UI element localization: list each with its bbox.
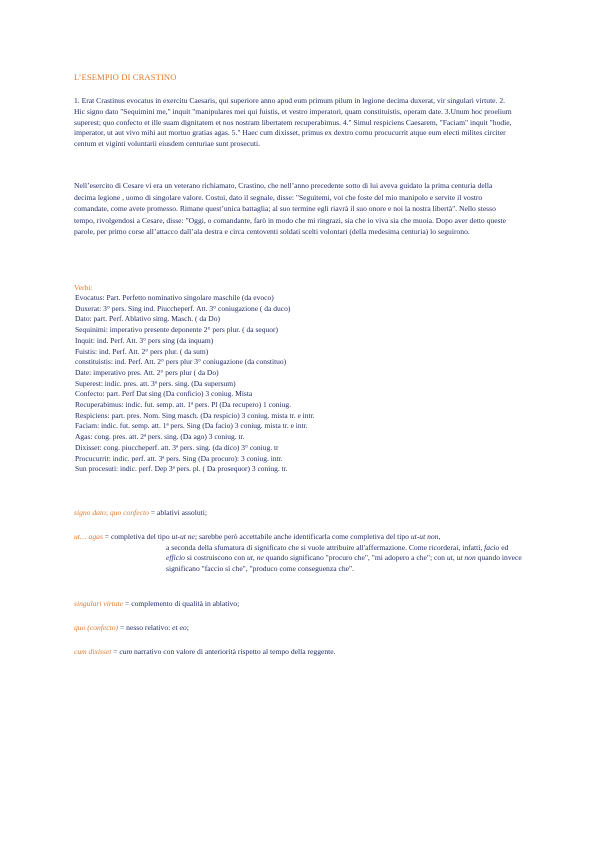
italian-translation: Nell’esercito di Cesare vi era un veterano richiamato, Crastino, che nell’anno precedente sotto di lui aveva guidato la prima centuria della decima legione , uomo di singolare valore. Costui, dato il segnale, disse: "Seguitemi, voi che foste del mio manipolo e servite il vostro comandate, come avete promesso. Rimane quest’unica battaglia; al suo termine egli riavrà il suo onore e noi la nostra libertà". Nello stesso tempo, rivolgendosi a Cesare, disse: "Oggi, o comandante, farò in modo che mi ringrazi, sia che io viva sia che muoia. Dopo aver detto queste parole, per primo corse all’attacco dall’ala destra e circa centoventi soldati scelti volontari (della medesima centuria) lo seguirono. xyxy=(74,181,507,237)
note-italic: facio xyxy=(484,542,500,552)
note-term: singulari virtute xyxy=(74,599,124,608)
note-italic: ut-ut ne xyxy=(171,532,195,541)
note-definition: quando significano "procuro che", "mi adopero a che"; con xyxy=(263,553,447,563)
verb-item: Agas: cong. pres. att. 2ª pers. sing. (Da ago) 3 coniug. tr. xyxy=(75,432,245,442)
note-completiva xyxy=(74,532,524,574)
note-definition: , xyxy=(438,532,441,541)
verb-item: Date: imperativo pres. Att. 2° pers plur ( da Do) xyxy=(75,367,219,377)
verb-item: Duxerat: 3° pers. Sing ind. Piuccheperf. Att. 3° coniugazione ( da duco) xyxy=(75,303,291,313)
note-cum-narrativo xyxy=(74,647,524,658)
note-definition: ed xyxy=(499,542,509,552)
verb-item: Confecto: part. Perf Dat sing (Da conficio) 3 coniug. Mista xyxy=(75,389,253,399)
note-continuation xyxy=(74,543,524,575)
note-definition: = xyxy=(111,647,120,656)
note-definition: quando invece significano "faccio sì che", "produco come conseguenza che". xyxy=(166,553,522,573)
verb-item: Dato: part. Perf. Ablativo simg. Masch. ( da Do) xyxy=(75,314,220,324)
note-term: signo dato xyxy=(74,508,106,517)
note-definition: = completiva del tipo xyxy=(102,532,172,541)
note-separator: ; xyxy=(105,508,110,517)
verb-item: Recuperabimus: indic. fut. semp. att. 1ª pers. Pl (Da recupero) 1 coniug. xyxy=(75,400,291,410)
page-title: L’ESEMPIO DI CRASTINO xyxy=(74,72,177,82)
verb-item: Sun procesuti: indic. perf. Dep 3ª pers. pl. ( Da prosequor) 3 coniug. tr. xyxy=(75,464,288,474)
note-italic: ut, ne xyxy=(247,553,264,563)
verb-item: Respiciens: part. pres. Nom. Sing masch. (Da respicio) 3 coniug. mista tr. e intr. xyxy=(75,410,315,420)
note-term: quo confecto xyxy=(109,508,149,517)
note-italic: ut, ut non xyxy=(446,553,476,563)
note-italic: cum xyxy=(119,647,133,656)
note-definition: narrativo con valore di anteriorità rispetto al tempo della reggente. xyxy=(132,647,336,656)
note-definition: = nesso relativo: xyxy=(118,623,173,632)
note-term: cum dixisset xyxy=(74,647,112,656)
verb-item: Dixisset: cong. piuccheperf. att. 3ª pers. sing. (da dico) 3° coniug. tr xyxy=(75,442,279,452)
verb-item: Fuistis: ind. Perf. Att. 2° pers plur. ( da sum) xyxy=(75,346,209,356)
note-ablativi-assoluti xyxy=(74,508,524,519)
verb-item: Sequinimi: imperativo presente deponente 2° pers plur. ( da sequor) xyxy=(75,325,278,335)
verb-item: constituistis: ind. Perf. Att. 2° pers plur 3° coniugazione (da constituo) xyxy=(75,357,287,367)
note-definition: si costruiscono con xyxy=(184,553,247,563)
verbi-heading: Verbi: xyxy=(74,283,93,292)
note-italic: et eo xyxy=(172,623,187,632)
note-definition: ; sarebbe però accettabile anche identificarla come completiva del tipo xyxy=(194,532,411,541)
note-definition: ; xyxy=(186,623,189,632)
note-definition: = complemento di qualità in ablativo; xyxy=(123,599,240,608)
note-term: ut… agas xyxy=(74,532,103,541)
note-first-line xyxy=(74,532,524,543)
note-italic: efficio xyxy=(166,553,185,563)
note-nesso-relativo xyxy=(74,623,524,634)
latin-text: 1. Erat Crastinus evocatus in exercitu Caesaris, qui superiore anno apud eum primum pilum in legione decima duxerat, vir singulari virtute. 2. Hic signo dato "Sequimini me," inquit "manipulares mei qui fuistis, et vestro imperatori, quam constituistis, operam date. 3.Unum hoc proelium superest; quo confecto et ille suam dignitatem et nos nostram libertatem recuperabimus. 4." Simul respiciens Caesarem, "Faciam" inquit "hodie, imperator, ut aut vivo mihi aut mortuo gratias agas. 5." Haec cum dixisset, primus ex dextro cornu procucurrit atque eum electi milites circiter centum et viginti voluntarii eiusdem centuriae sunt prosecuti. xyxy=(74,96,512,149)
verb-item: Evocatus: Part. Perfetto nominativo singolare maschile (da evoco) xyxy=(75,293,274,302)
note-term: quo (confecto) xyxy=(74,623,119,632)
verbi-list xyxy=(75,293,515,475)
verb-item: Procucurrit: indic. perf. att. 3ª pers. Sing (Da procuro): 3 coniug. intr. xyxy=(75,453,283,463)
verb-item: Faciam: indic. fut. semp. att. 1ª pers. Sing (Da facio) 3 coniug. mista tr. e intr. xyxy=(75,421,308,431)
note-italic: ut-ut non xyxy=(410,532,439,541)
note-complemento-qualita xyxy=(74,599,524,610)
verb-item: Superest: indic. pres. att. 3ª pers. sing. (Da supersum) xyxy=(75,378,236,388)
verb-item: Inquit: ind. Perf. Att. 3° pers sing (da inquam) xyxy=(75,335,214,345)
note-definition: a seconda della sfumatura di significato che si vuole attribuire all'affermazione. Come ricorderai, infatti, xyxy=(166,542,485,552)
note-definition: = ablativi assoluti; xyxy=(148,508,207,517)
